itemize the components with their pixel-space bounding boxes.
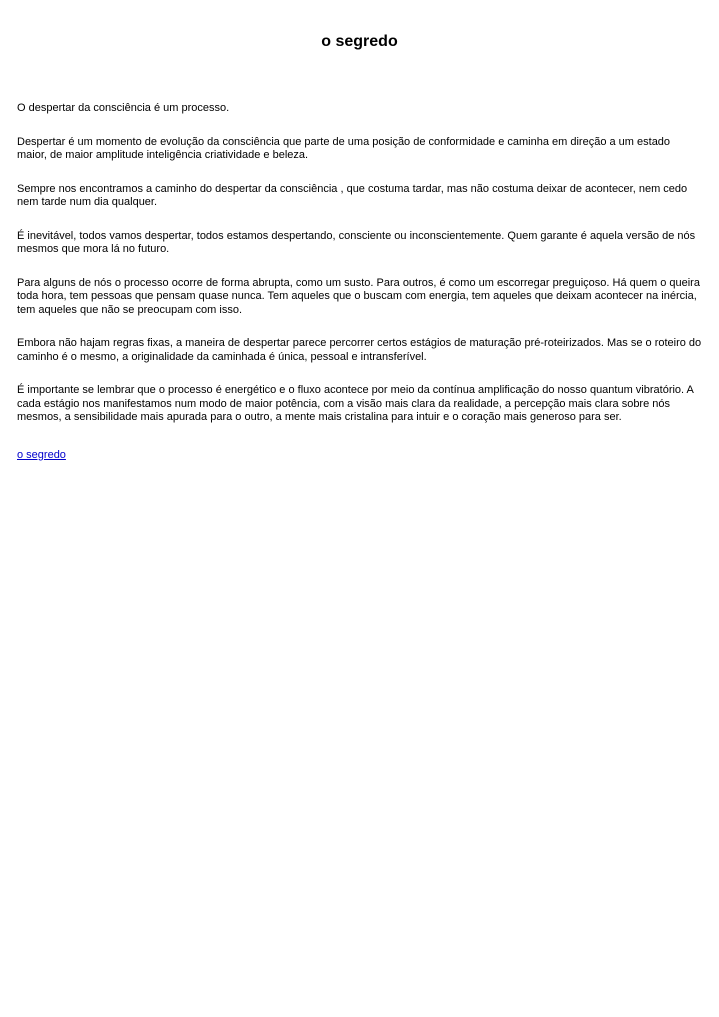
paragraph-1: O despertar da consciência é um processo. <box>17 102 230 114</box>
document-body <box>17 102 703 463</box>
paragraph-2: Despertar é um momento de evolução da consciência que parte de uma posição de conformidade e caminha em direção a um estado maior, de maior amplitude inteligência criatividade e beleza. <box>17 135 671 161</box>
o-segredo-link[interactable]: o segredo <box>17 448 66 461</box>
paragraph-6: Embora não hajam regras fixas, a maneira de despertar parece percorrer certos estágios de maturação pré-roteirizados. Mas se o roteiro do caminho é o mesmo, a originalidade da caminhada é única, pessoal e intransferível. <box>17 337 702 363</box>
document-title: o segredo <box>321 33 398 50</box>
paragraph-4: É inevitável, todos vamos despertar, todos estamos despertando, consciente ou inconscientemente. Quem garante é aquela versão de nós mesmos que mora lá no futuro. <box>17 229 696 255</box>
paragraph-5: Para alguns de nós o processo ocorre de forma abrupta, como um susto. Para outros, é como um escorregar preguiçoso. Há quem o queira toda hora, tem pessoas que pensam quase nunca. Tem aqueles que o buscam com energia, tem aqueles que deixam acontecer na inércia, tem aqueles que não se preocupam com isso. <box>17 276 700 316</box>
paragraph-7: É importante se lembrar que o processo é energético e o fluxo acontece por meio da contínua amplificação do nosso quantum vibratório. A cada estágio nos manifestamos num modo de maior potência, com a visão mais clara da realidade, a percepção mais clara sobre nós mesmos, a sensibilidade mais apurada para o outro, a mente mais cristalina para intuir e o coração mais generoso para ser. <box>17 384 694 423</box>
paragraph-3: Sempre nos encontramos a caminho do despertar da consciência , que costuma tardar, mas não costuma deixar de acontecer, nem cedo nem tarde num dia qualquer. <box>17 182 688 208</box>
